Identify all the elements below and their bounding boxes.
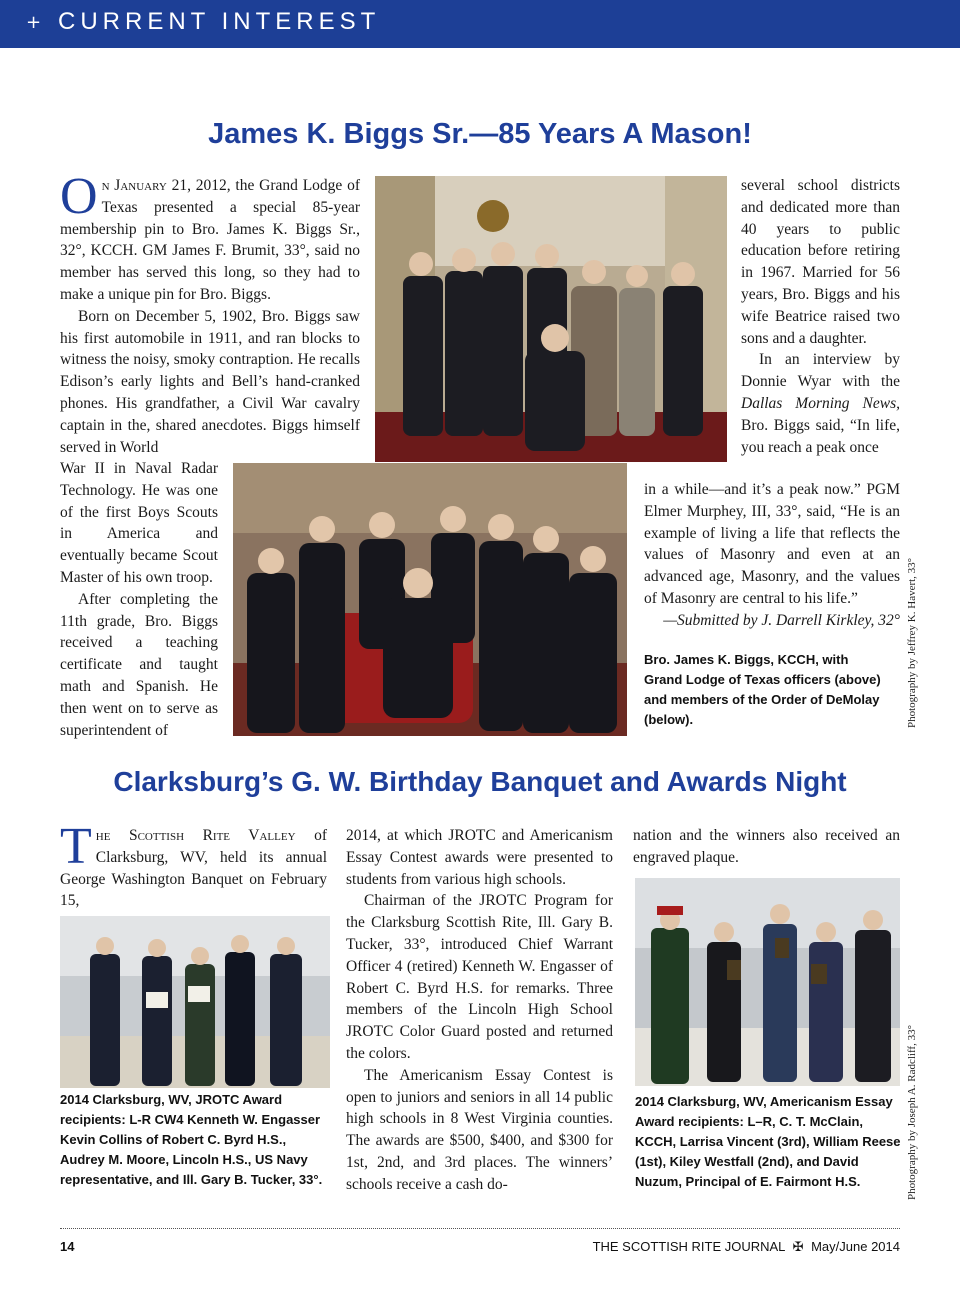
photo-illustration: [635, 878, 900, 1086]
article1-left-narrow-column: [60, 458, 218, 741]
article2-column-1: [60, 818, 327, 912]
lead-smallcaps: he Scottish Rite Valley: [95, 827, 296, 844]
article2-column-2: [346, 825, 613, 1196]
paragraph: The Americanism Essay Contest is open to juniors and seniors in all 14 public high schools in 8 West Virginia counties. The awards are $500, $400, and $300 for 1st, 2nd, and 3rd places. The winners’ schools receive a cash do-: [346, 1066, 613, 1193]
photo-grand-lodge-officers: [375, 176, 727, 462]
paragraph: War II in Naval Radar Technology. He was one of the first Boys Scouts in America and eventually became Scout Master of his own troop.: [60, 460, 218, 586]
paragraph: After completing the 11th grade, Bro. Biggs received a teaching certificate and taught math and Spanish. He then went on to serve as superintendent of: [60, 590, 218, 739]
paragraph: in a while—and it’s a peak now.” PGM Elmer Murphey, III, 33°, said, “He is an example of living a life that reflects the values of Masonry and even at an advanced age, Masonry, and the values of Masonry are central to his life.”: [644, 481, 900, 607]
photo-credit: Photography by Jeffrey K. Havert, 33°: [906, 557, 918, 728]
paragraph: 2014, at which JROTC and Americanism Essay Contest awards were presented to students from various high schools.: [346, 827, 613, 888]
article2-column-3: [633, 825, 900, 869]
journal-name: THE SCOTTISH RITE JOURNAL: [592, 1239, 785, 1254]
paragraph: 21, 2012, the Grand Lodge of Texas presented a special 85-year membership pin to Bro. James K. Biggs Sr., 32°, KCCH. GM James F. Brumit, 33°, said no member has served this long, so they had to make a unique pin for Bro. Biggs.: [60, 177, 360, 303]
submitted-by: —Submitted by J. Darrell Kirkley, 32°: [663, 611, 900, 629]
page-number: 14: [60, 1239, 75, 1254]
paragraph: In an interview by Donnie Wyar with the: [741, 351, 900, 391]
photo-illustration: [233, 463, 627, 736]
footer-journal: [593, 1239, 900, 1255]
jrotc-caption: 2014 Clarksburg, WV, JROTC Award recipients: L-R CW4 Kenneth W. Engasser Kevin Collins of Robert C. Byrd H.S., Audrey M. Moore, Lincoln H.S., US Navy representative, and Ill. Gary B. Tucker, 33°.: [60, 1092, 323, 1187]
paragraph: several school districts and dedicated more than 40 years to public education before retiring in 1967. Married for 56 years, Bro. Biggs and his wife Beatrice raised two sons and a daughter.: [741, 177, 900, 347]
dropcap: O: [60, 168, 98, 225]
article1-right-narrow-column: [741, 175, 900, 458]
section-header: [0, 0, 960, 48]
paragraph: of Clarksburg, WV, held its annual George Washington Banquet on February 15,: [60, 827, 327, 910]
photo-illustration: [60, 916, 330, 1088]
photo-credit: Photography by Joseph A. Radcliff, 33°: [906, 1025, 918, 1200]
newspaper-name: Dallas Morning News,: [741, 394, 900, 412]
section-title: CURRENT INTEREST: [58, 8, 381, 35]
article2-headline: Clarksburg’s G. W. Birthday Banquet and Awards Night: [113, 766, 847, 797]
paragraph: Bro. Biggs said, “In life, you reach a peak once: [741, 416, 900, 456]
article1-caption: Bro. James K. Biggs, KCCH, with Grand Lodge of Texas officers (above) and members of the Order of DeMolay (below).: [644, 652, 881, 727]
photo-illustration: [375, 176, 727, 462]
cross-icon: +: [26, 12, 42, 33]
article1-right-wide-column: [644, 479, 900, 632]
paragraph: Chairman of the JROTC Program for the Clarksburg Scottish Rite, Ill. Gary B. Tucker, 33°, introduced Chief Warrant Officer 4 (retired) Kenneth W. Engasser of Robert C. Byrd H.S. for remarks. Three members of the Lincoln High School JROTC Color Guard posted and returned the colors.: [346, 892, 613, 1062]
paragraph: Born on December 5, 1902, Bro. Biggs saw his first automobile in 1911, and ran blocks to witness the noisy, smoky contraption. He recalls Edison’s early lights and Bell’s hand-cranked phones. His grandfather, a Civil War cavalry captain in the, shared anecdotes. Biggs himself served in World: [60, 307, 360, 456]
article1-left-column: [60, 168, 360, 458]
essay-caption: 2014 Clarksburg, WV, Americanism Essay Award recipients: L–R, C. T. McClain, KCCH, Larrisa Vincent (3rd), William Reese (1st), Kiley Westfall (2nd), and David Nuzum, Principal of E. Fairmont H.S.: [635, 1094, 901, 1189]
footer-divider: [60, 1228, 900, 1229]
issue-date: May/June 2014: [811, 1239, 900, 1254]
photo-jrotc-recipients: [60, 916, 330, 1088]
dropcap: T: [60, 818, 92, 875]
lead-smallcaps: n January: [101, 177, 167, 194]
cross-icon: ✠: [792, 1239, 804, 1254]
photo-essay-recipients: [635, 878, 900, 1086]
paragraph: nation and the winners also received an engraved plaque.: [633, 827, 900, 866]
article1-headline: James K. Biggs Sr.—85 Years A Mason!: [208, 118, 752, 150]
photo-demolay-members: [233, 463, 627, 736]
